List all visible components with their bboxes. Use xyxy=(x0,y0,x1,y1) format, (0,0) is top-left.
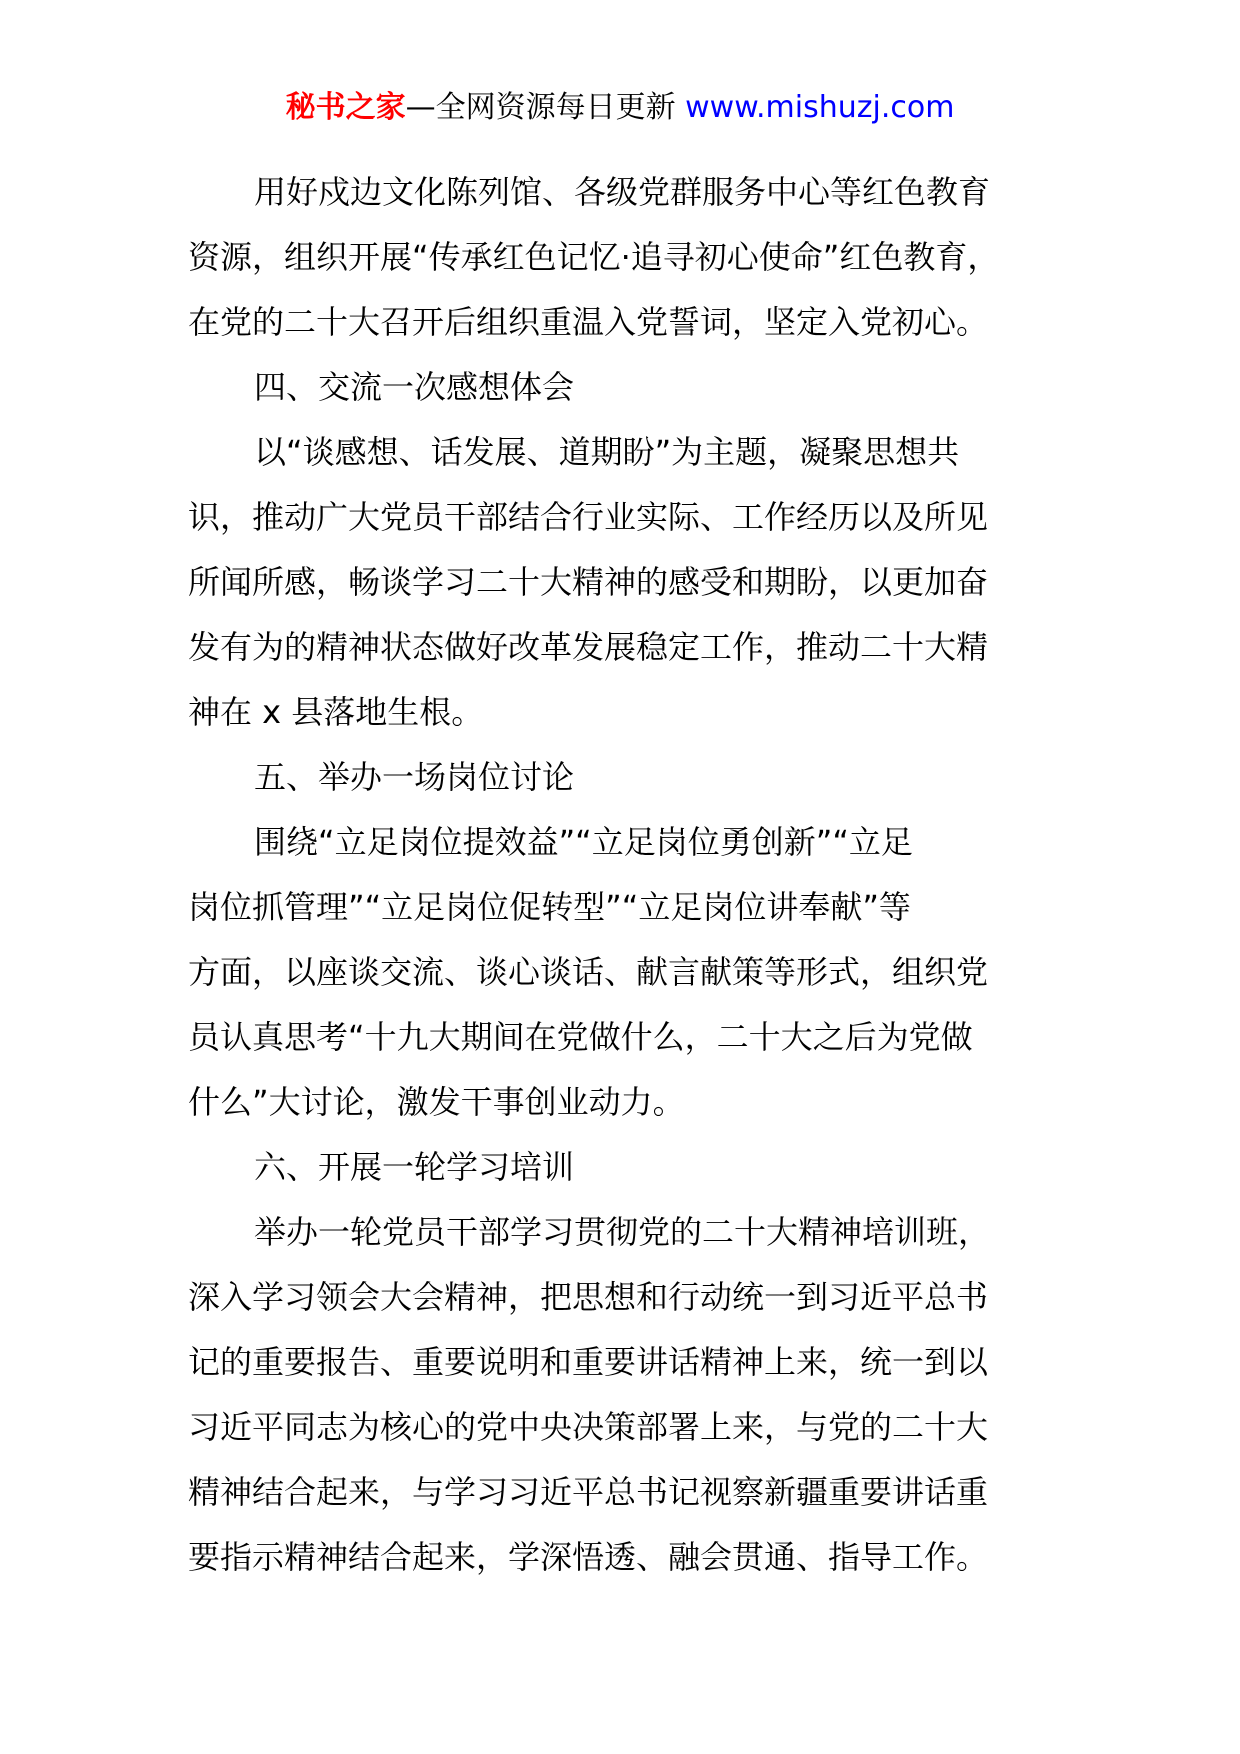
text-line: 精神结合起来，与学习习近平总书记视察新疆重要讲话重 xyxy=(188,1473,989,1511)
text-line: 习近平同志为核心的党中央决策部署上来，与党的二十大 xyxy=(188,1408,989,1446)
brand-name: 秘书之家 xyxy=(285,90,406,125)
text-line: 深入学习领会大会精神，把思想和行动统一到习近平总书 xyxy=(188,1278,989,1316)
text-line: 记的重要报告、重要说明和重要讲话精神上来，统一到以 xyxy=(188,1343,989,1381)
text-line: 岗位抓管理”“立足岗位促转型”“立足岗位讲奉献”等 xyxy=(188,888,911,926)
text-line: 要指示精神结合起来，学深悟透、融会贯通、指导工作。 xyxy=(188,1538,989,1576)
section-heading-4 xyxy=(188,355,1064,420)
text-line: 资源，组织开展“传承红色记忆·追寻初心使命”红色教育， xyxy=(188,238,1000,276)
text-line: 发有为的精神状态做好改革发展稳定工作，推动二十大精 xyxy=(188,628,989,666)
text-line: 所闻所感，畅谈学习二十大精神的感受和期盼，以更加奋 xyxy=(188,563,989,601)
paragraph-red-education xyxy=(188,160,1064,355)
paragraph-post-discussion xyxy=(188,810,1064,1135)
site-url-link[interactable]: www.mishuzj.com xyxy=(685,90,955,125)
page-header xyxy=(0,88,1240,128)
paragraph-training xyxy=(188,1200,1064,1590)
document-body xyxy=(188,160,1064,1590)
text-line: 员认真思考“十九大期间在党做什么，二十大之后为党做 xyxy=(188,1018,973,1056)
text-line: 举办一轮党员干部学习贯彻党的二十大精神培训班， xyxy=(254,1213,991,1251)
text-line: 方面，以座谈交流、谈心谈话、献言献策等形式，组织党 xyxy=(188,953,989,991)
text-line: 围绕“立足岗位提效益”“立足岗位勇创新”“立足 xyxy=(254,823,913,861)
heading-text: 五、举办一场岗位讨论 xyxy=(254,758,575,796)
section-heading-5 xyxy=(188,745,1064,810)
text-line: 神在 x 县落地生根。 xyxy=(188,693,484,731)
header-tagline: —全网资源每日更新 xyxy=(405,90,676,125)
text-line: 在党的二十大召开后组织重温入党誓词，坚定入党初心。 xyxy=(188,303,989,341)
heading-text: 四、交流一次感想体会 xyxy=(254,368,575,406)
text-line: 用好戍边文化陈列馆、各级党群服务中心等红色教育 xyxy=(254,173,991,211)
section-heading-6 xyxy=(188,1135,1064,1200)
text-line: 识，推动广大党员干部结合行业实际、工作经历以及所见 xyxy=(188,498,989,536)
text-line: 什么”大讨论，激发干事创业动力。 xyxy=(188,1083,685,1121)
paragraph-thoughts-exchange xyxy=(188,420,1064,745)
text-line: 以“谈感想、话发展、道期盼”为主题，凝聚思想共 xyxy=(254,433,960,471)
heading-text: 六、开展一轮学习培训 xyxy=(254,1148,575,1186)
